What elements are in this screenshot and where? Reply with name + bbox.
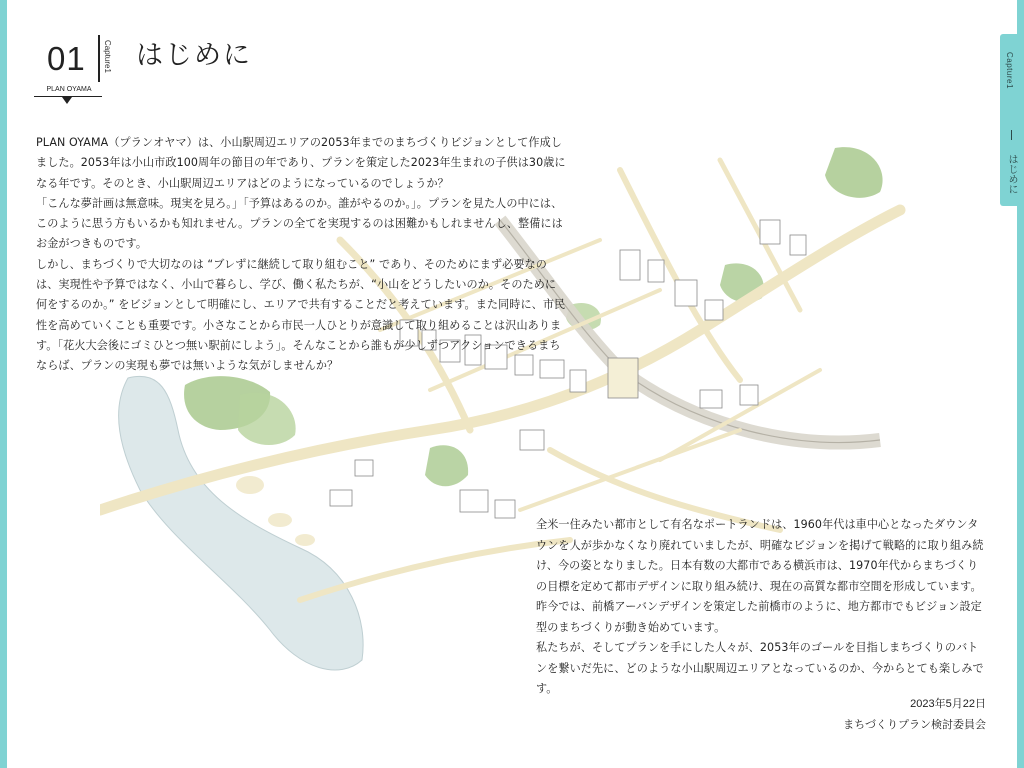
closing-text [536, 515, 988, 700]
road [520, 430, 740, 510]
park-square [425, 445, 468, 486]
building [700, 390, 722, 408]
page-title: はじめに [136, 40, 252, 71]
building [740, 385, 758, 405]
building [790, 235, 806, 255]
left-accent-bar [0, 0, 7, 768]
building [705, 300, 723, 320]
park-north [825, 147, 883, 198]
river-sandbar [268, 513, 292, 527]
building [570, 370, 586, 392]
closing-paragraph: 私たちが、そしてプランを手にした人々が、2053年のゴールを目指しまちづくりのバトンを繋いだ先に、どのような小山駅周辺エリアとなっているのか、今からとても楽しみです。 [536, 641, 984, 695]
building [520, 430, 544, 450]
intro-paragraph: PLAN OYAMA（プランオヤマ）は、小山駅周辺エリアの2053年までのまちづくりビジョンとして作成しました。2053年は小山市政100周年の節目の年であり、プランを策定した2023年生まれの子供は30歳になる年です。そのとき、小山駅周辺エリアはどのようになっているのでしょうか？ [36, 136, 566, 190]
side-tab-divider [1011, 130, 1012, 140]
side-tab-title: はじめに [1006, 154, 1017, 194]
intro-paragraph: 「こんな夢計画は無意味。現実を見ろ。」「予算はあるのか。誰がやるのか。」。プランを見た人の中には、このように思う方もいるかも知れません。プランの全てを実現するのは困難かもしれませんし、整備にはお金がつきものです。 [36, 196, 563, 251]
building [648, 260, 664, 282]
building [675, 280, 697, 306]
river-sandbar [236, 476, 264, 494]
building [355, 460, 373, 476]
committee-name: まちづくりプラン検討委員会 [843, 718, 986, 731]
building [620, 250, 640, 280]
side-tab-capture: Capture1 [1005, 52, 1014, 89]
building [495, 500, 515, 518]
chapter-divider [98, 35, 100, 82]
closing-paragraph: 全米一住みたい都市として有名なポートランドは、1960年代は車中心となったダウンタウンを人が歩かなくなり廃れていましたが、明確なビジョンを掲げて戦略的に取り組み続け、今の姿となりました。日本有数の大都市である横浜市は、1970年代からまちづくりの目標を定めて都市デザインに取り組み続け、現在の高質な都市空間を形成しています。昨今では、前橋アーバンデザインを策定した前橋市のように、地方都市でもビジョン設定型のまちづくりが動き始めています。 [536, 518, 984, 634]
date: 2023年5月22日 [910, 698, 986, 710]
intro-paragraph: しかし、まちづくりで大切なのは “ブレずに継続して取り組むこと” であり、そのためにまず必要なのは、実現性や予算ではなく、小山で暮らし、学び、働く私たちが、“小山をどうしたいのか。そのために何をするのか。” をビジョンとして明確にし、エリアで共有することだと考えています。また同時に、市民性を高めていくことも重要です。小さなことから市民一人ひとりが意識して取り組めることは沢山あります。「花火大会後にゴミひとつ無い駅前にしよう」。そんなことから誰もが少しずつアクションできるまちならば、プランの実現も夢では無いような気がしませんか？ [36, 257, 566, 373]
intro-text [36, 133, 566, 377]
building [330, 490, 352, 506]
river-sandbar [295, 534, 315, 546]
chapter-number: 01 [47, 40, 86, 77]
down-arrow-icon [62, 97, 72, 104]
park-garden [238, 393, 296, 445]
building [760, 220, 780, 244]
chapter-side-tab[interactable] [1000, 34, 1024, 206]
plan-label: PLAN OYAMA [46, 86, 92, 93]
building [460, 490, 488, 512]
station-building [608, 358, 638, 398]
chapter-capture-label: Capture1 [103, 40, 112, 73]
